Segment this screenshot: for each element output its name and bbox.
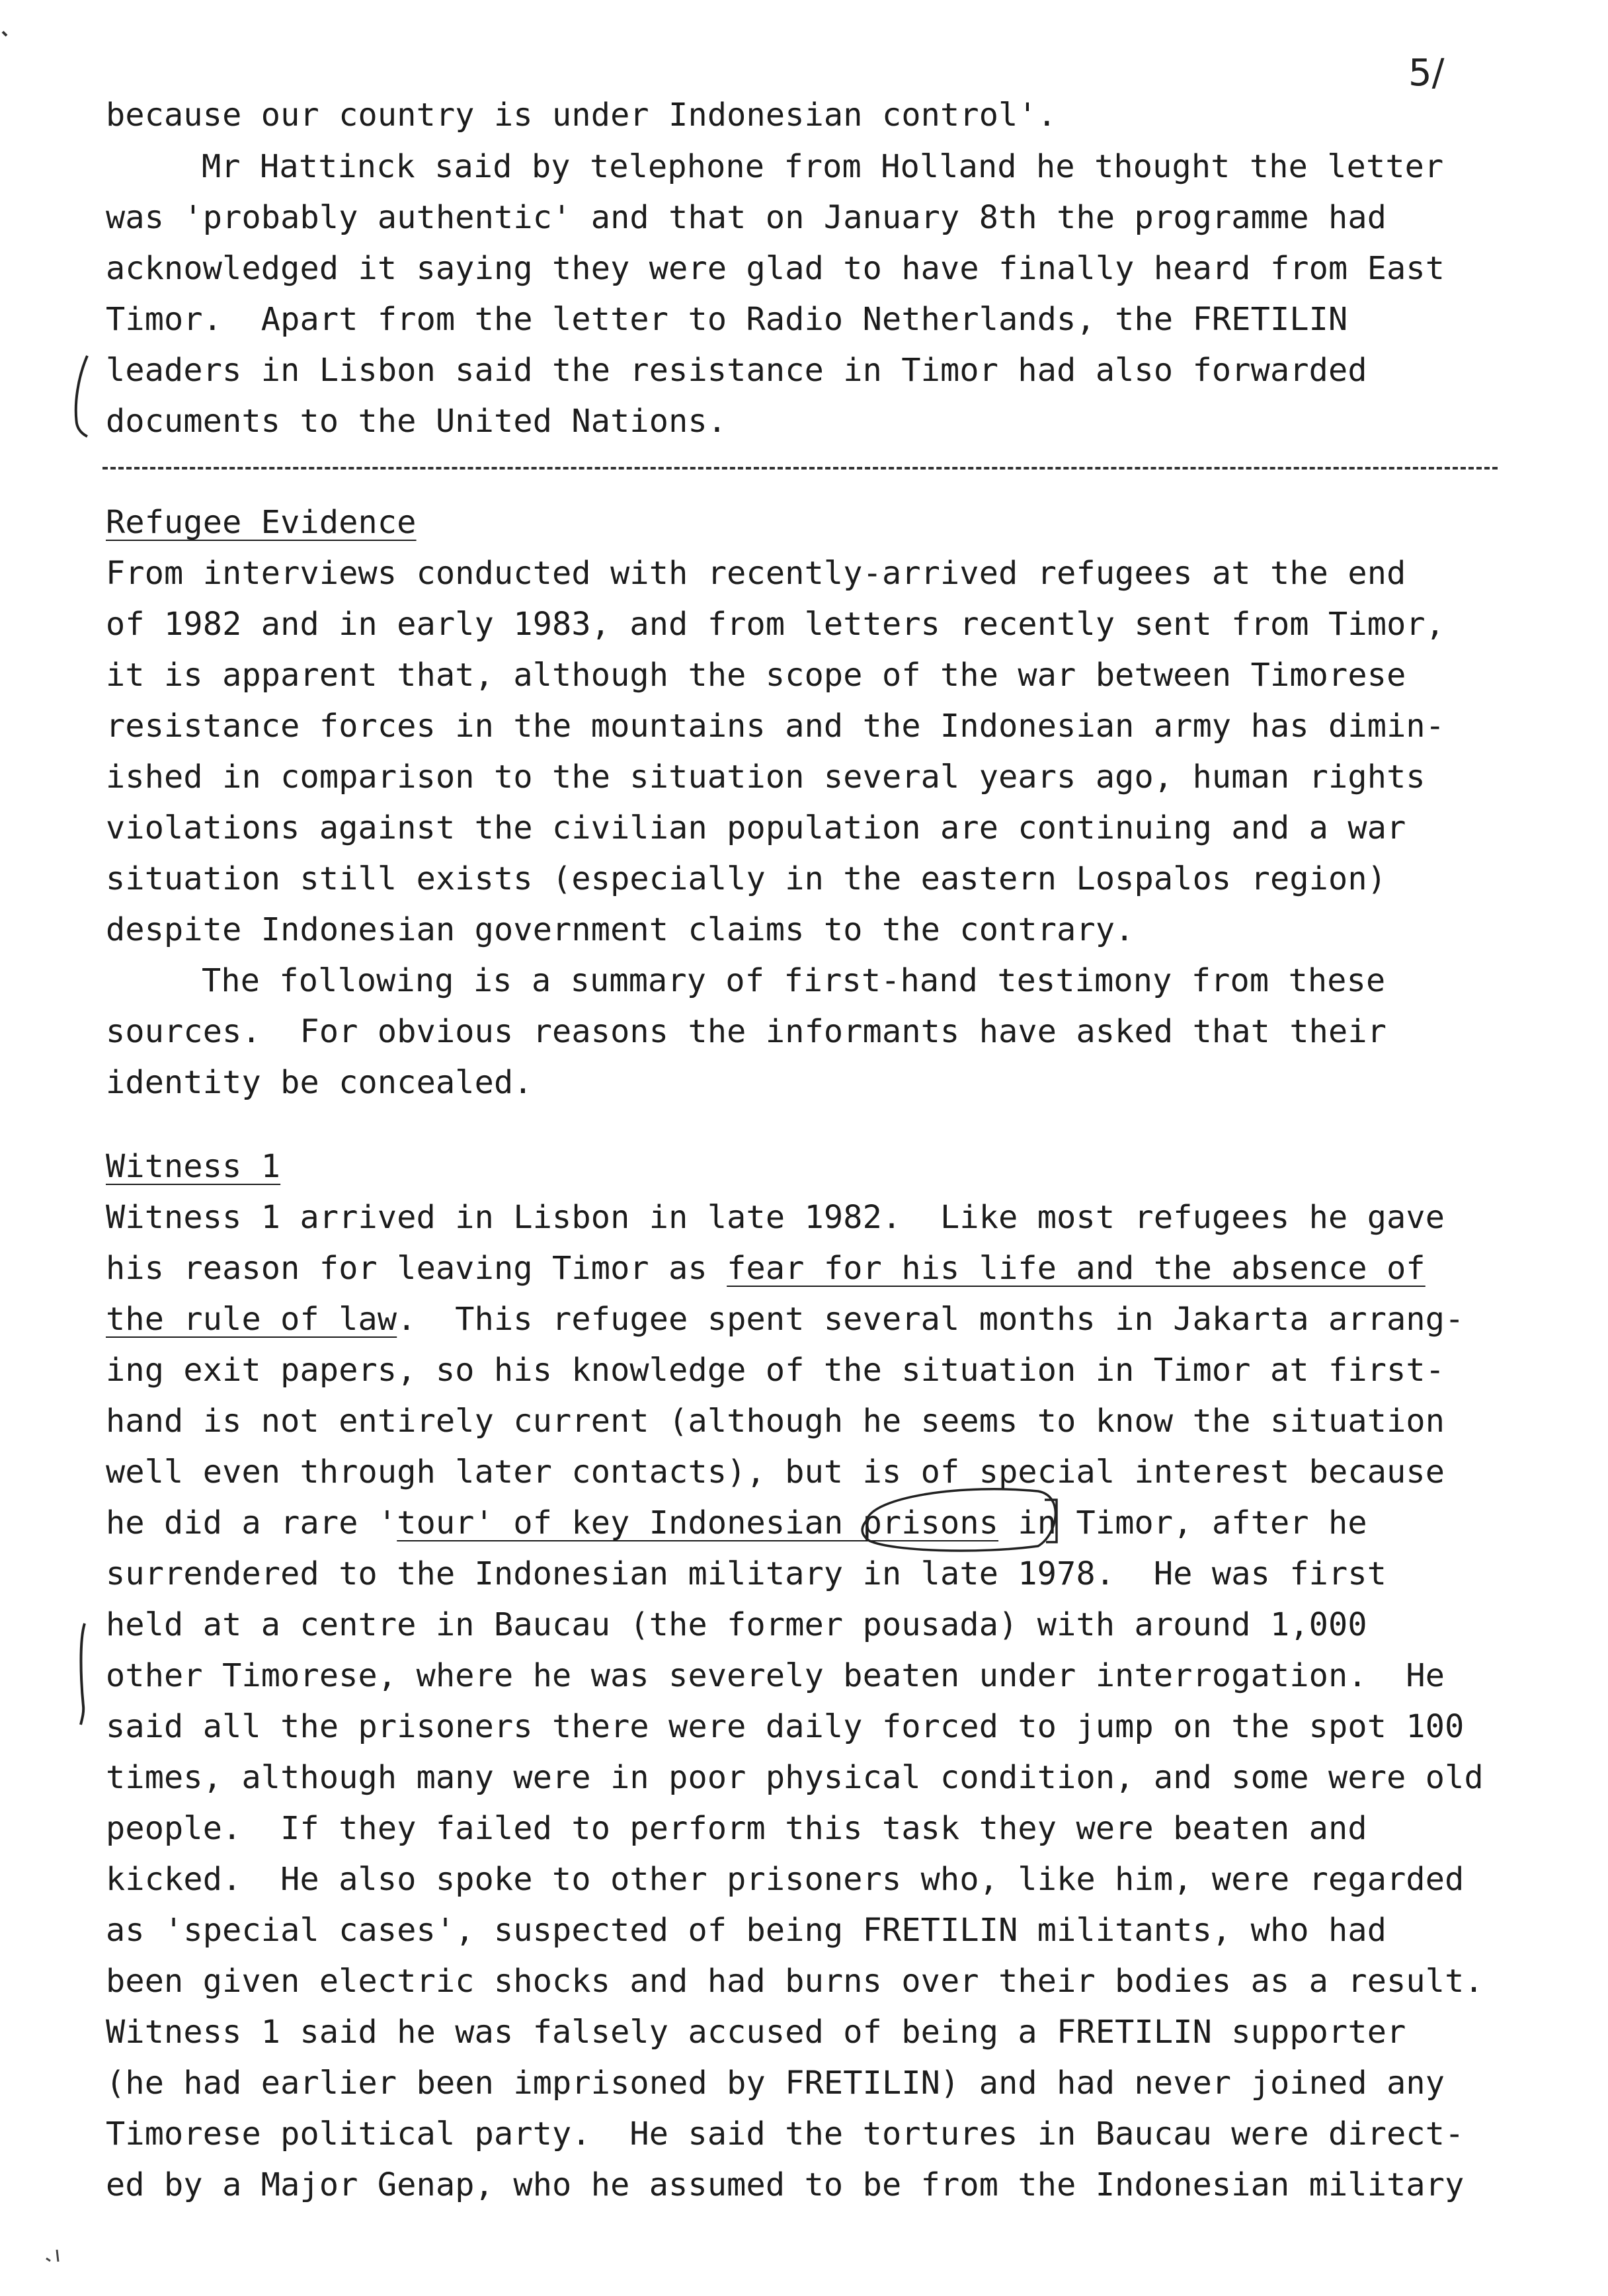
text-run: . This refugee spent several months in Jakarta arrang- bbox=[397, 1301, 1465, 1338]
text-line: well even through later contacts), but is of special interest because bbox=[106, 1454, 1445, 1491]
text-line bbox=[106, 1252, 1426, 1285]
text-line: said all the prisoners there were daily forced to jump on the spot 100 bbox=[106, 1708, 1465, 1745]
text-line bbox=[106, 1303, 1464, 1336]
text-line: other Timorese, where he was severely beaten under interrogation. He bbox=[106, 1657, 1445, 1694]
text-line: of 1982 and in early 1983, and from letters recently sent from Timor, bbox=[106, 606, 1445, 643]
text-line: kicked. He also spoke to other prisoners who, like him, were regarded bbox=[106, 1861, 1465, 1898]
text-line: resistance forces in the mountains and the Indonesian army has dimin- bbox=[106, 708, 1445, 745]
text-line: situation still exists (especially in the eastern Lospalos region) bbox=[106, 860, 1387, 897]
text-line: identity be concealed. bbox=[106, 1064, 533, 1101]
stray-mark bbox=[46, 2250, 58, 2262]
text-line: Timor. Apart from the letter to Radio Netherlands, the FRETILIN bbox=[106, 301, 1348, 338]
text-line: ed by a Major Genap, who he assumed to be from the Indonesian military bbox=[106, 2166, 1465, 2203]
text-line: Witness 1 arrived in Lisbon in late 1982. Like most refugees he gave bbox=[106, 1199, 1445, 1236]
text-line: despite Indonesian government claims to the contrary. bbox=[106, 911, 1135, 948]
text-line: documents to the United Nations. bbox=[106, 403, 727, 440]
text-line: it is apparent that, although the scope of the war between Timorese bbox=[106, 657, 1406, 694]
margin-bracket-mark bbox=[81, 1623, 85, 1725]
text-line: leaders in Lisbon said the resistance in Timor had also forwarded bbox=[106, 352, 1367, 389]
section-heading-witness-1: Witness 1 bbox=[106, 1148, 281, 1185]
page-number: 5/ bbox=[1408, 52, 1445, 95]
stray-mark bbox=[3, 32, 7, 36]
text-line: was 'probably authentic' and that on January 8th the programme had bbox=[106, 199, 1387, 236]
text-line: The following is a summary of first-hand testimony from these bbox=[202, 962, 1386, 999]
text-line: ished in comparison to the situation several years ago, human rights bbox=[106, 758, 1426, 796]
text-line: ing exit papers, so his knowledge of the situation in Timor at first- bbox=[106, 1352, 1445, 1389]
text-line: violations against the civilian population are continuing and a war bbox=[106, 809, 1406, 846]
text-line: Witness 1 said he was falsely accused of being a FRETILIN supporter bbox=[106, 2014, 1406, 2051]
text-line: Mr Hattinck said by telephone from Holland he thought the letter bbox=[202, 148, 1444, 185]
text-line: sources. For obvious reasons the informants have asked that their bbox=[106, 1013, 1387, 1050]
text-line: From interviews conducted with recently-arrived refugees at the end bbox=[106, 555, 1406, 592]
text-run: in Timor, after he bbox=[998, 1504, 1367, 1541]
text-line: (he had earlier been imprisoned by FRETILIN) and had never joined any bbox=[106, 2065, 1445, 2102]
text-line: people. If they failed to perform this task they were beaten and bbox=[106, 1810, 1367, 1847]
handwritten-underlined-text: tour' of key Indonesian prisons bbox=[397, 1504, 999, 1541]
handwritten-underlined-text: fear for his life and the absence of bbox=[727, 1250, 1426, 1287]
text-line: Timorese political party. He said the tortures in Baucau were direct- bbox=[106, 2115, 1465, 2152]
text-run: he did a rare ' bbox=[106, 1504, 397, 1541]
text-line: acknowledged it saying they were glad to have finally heard from East bbox=[106, 250, 1445, 287]
handwritten-underlined-text: the rule of law bbox=[106, 1301, 397, 1338]
text-line: because our country is under Indonesian control'. bbox=[106, 97, 1057, 134]
section-divider bbox=[102, 467, 1498, 470]
section-heading-refugee-evidence: Refugee Evidence bbox=[106, 504, 417, 541]
text-run: his reason for leaving Timor as bbox=[106, 1250, 727, 1287]
margin-bracket-mark bbox=[76, 356, 87, 436]
text-line: hand is not entirely current (although he seems to know the situation bbox=[106, 1403, 1445, 1440]
text-line: been given electric shocks and had burns over their bodies as a result. bbox=[106, 1963, 1484, 2000]
text-line: held at a centre in Baucau (the former pousada) with around 1,000 bbox=[106, 1606, 1367, 1643]
text-line: as 'special cases', suspected of being FRETILIN militants, who had bbox=[106, 1912, 1387, 1949]
text-line: times, although many were in poor physical condition, and some were old bbox=[106, 1759, 1484, 1796]
text-line bbox=[106, 1504, 1367, 1541]
text-line: surrendered to the Indonesian military in late 1978. He was first bbox=[106, 1555, 1387, 1592]
